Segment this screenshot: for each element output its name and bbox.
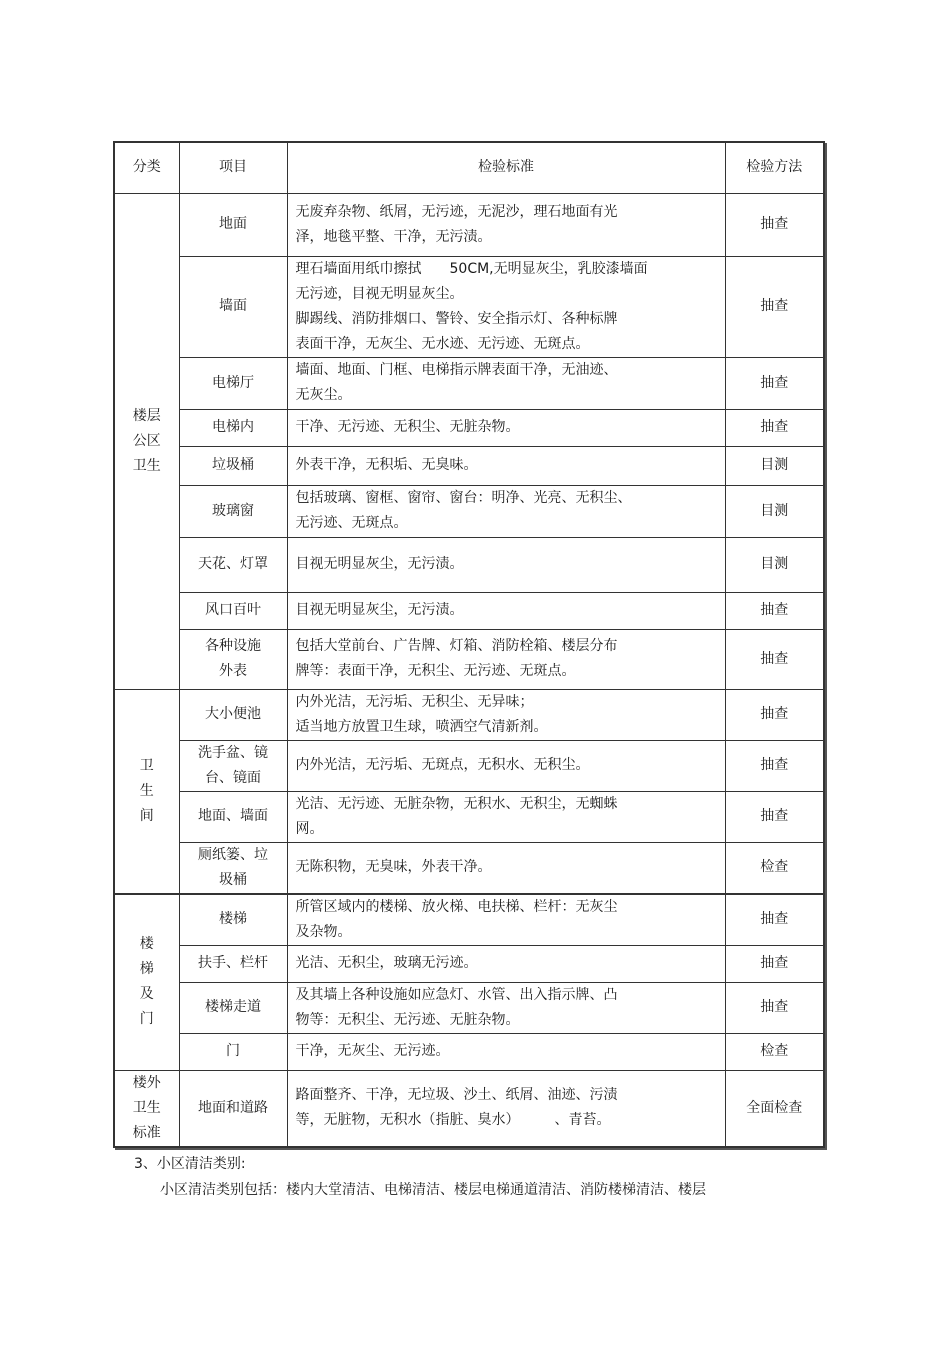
method-cell: 检查 [725,1033,824,1070]
standard-text-line: 表面干净，无灰尘、无水迹、无污迹、无斑点。 [295,335,590,352]
item-label-line: 风口百叶 [205,602,261,618]
inspection-standards-sheet [113,141,823,1148]
category-label-line: 楼外 [132,1074,161,1091]
table-row [114,689,824,740]
category-label-line: 间 [139,807,154,824]
standard-text-line: 干净、无污迹、无积尘、无脏杂物。 [295,419,520,435]
table-row [114,592,824,629]
standard-text-line: 光洁、无污迹、无脏杂物，无积水、无积尘，无蜘蛛 [295,795,618,812]
method-cell: 抽查 [725,256,824,357]
standard-text-line: 无陈积物，无臭味，外表干净。 [295,859,492,875]
standard-cell [287,357,725,409]
item-label-line: 墙面 [219,298,247,314]
standard-text-line: 目视无明显灰尘，无污渍。 [295,602,464,618]
method-cell: 目测 [725,485,824,537]
item-cell [179,193,287,256]
category-cell [114,894,179,1071]
standard-text-line: 及杂物。 [295,923,352,940]
item-cell [179,629,287,689]
item-cell [179,592,287,629]
standard-cell [287,537,725,592]
item-cell [179,446,287,485]
standard-cell [287,193,725,256]
item-label-line: 圾桶 [219,871,247,888]
item-label-line: 洗手盆、镜 [198,744,268,761]
standard-text-line: 目视无明显灰尘，无污渍。 [295,556,464,572]
method-cell: 抽查 [725,629,824,689]
category-label-line: 楼层 [132,407,161,424]
item-cell [179,256,287,357]
table-row [114,1033,824,1070]
item-cell [179,1070,287,1147]
table-row [114,842,824,894]
item-label-line: 玻璃窗 [212,502,254,519]
item-label-line: 各种设施 [205,638,261,654]
category-cell [114,193,179,689]
table-row [114,357,824,409]
standard-text-line: 无废弃杂物、纸屑，无污迹，无泥沙，理石地面有光 [295,203,618,220]
standard-text-line: 包括大堂前台、广告牌、灯箱、消防栓箱、楼层分布 [295,638,618,654]
header-method: 检验方法 [725,142,824,193]
standard-text-line: 脚踢线、消防排烟口、警铃、安全指示灯、各种标牌 [295,310,618,327]
item-label-line: 大小便池 [205,706,261,722]
standard-text-line: 墙面、地面、门框、电梯指示牌表面干净，无油迹、 [295,362,618,378]
category-label-line: 公区 [132,432,161,449]
table-row [114,945,824,982]
standard-text-line: 等，无脏物，无积水（指脏、臭水） 、青苔。 [295,1112,611,1129]
standard-text-line: 物等：无积尘、无污迹、无脏杂物。 [295,1011,520,1028]
item-label-line: 电梯厅 [212,374,254,391]
standard-text-line: 网。 [295,820,324,837]
item-cell [179,982,287,1033]
standard-text-line: 内外光洁，无污垢、无积尘、无异味； [295,693,534,710]
method-cell: 抽查 [725,357,824,409]
standard-cell [287,592,725,629]
table-row [114,485,824,537]
method-cell: 目测 [725,537,824,592]
item-cell [179,409,287,446]
item-label-line: 厕纸篓、垃 [198,846,268,863]
standard-text-line: 路面整齐、干净，无垃圾、沙土、纸屑、油迹、污渍 [295,1087,618,1104]
standard-text-line: 光洁、无积尘，玻璃无污迹。 [295,955,478,971]
header-category: 分类 [114,142,179,193]
item-cell [179,740,287,791]
method-cell: 抽查 [725,740,824,791]
item-cell [179,357,287,409]
standard-cell [287,842,725,894]
method-cell: 抽查 [725,689,824,740]
standard-text-line: 外表干净，无积垢、无臭味。 [295,457,478,473]
item-cell [179,537,287,592]
item-label-line: 天花、灯罩 [198,556,268,572]
item-label-line: 地面和道路 [198,1099,268,1116]
standard-text-line: 牌等：表面干净，无积尘、无污迹、无斑点。 [295,663,576,679]
header-item: 项目 [179,142,287,193]
standard-text-line: 无污迹、无斑点。 [295,515,408,531]
category-label-line: 卫生 [132,457,161,474]
standard-cell [287,689,725,740]
item-label-line: 地面、墙面 [198,808,268,824]
item-cell [179,842,287,894]
method-cell: 抽查 [725,409,824,446]
standard-text-line: 内外光洁，无污垢、无斑点，无积水、无积尘。 [295,757,590,773]
item-cell [179,894,287,946]
standard-cell [287,1070,725,1147]
item-label-line: 外表 [219,663,247,679]
standard-cell [287,409,725,446]
item-label-line: 电梯内 [212,419,254,435]
standard-text-line: 及其墙上各种设施如应急灯、水管、出入指示牌、凸 [295,986,618,1003]
method-cell: 抽查 [725,791,824,842]
category-label-line: 卫生 [132,1099,161,1116]
standard-cell [287,740,725,791]
item-cell [179,485,287,537]
category-label-line: 门 [139,1011,154,1027]
item-label-line: 楼梯走道 [205,999,261,1015]
category-label-line: 及 [139,986,154,1002]
standard-text-line: 泽，地毯平整、干净，无污渍。 [295,228,492,245]
category-label-line: 标准 [132,1124,161,1141]
item-cell [179,791,287,842]
item-label-line: 台、镜面 [205,769,261,786]
section-heading: 3、小区清洁类别: [134,1156,246,1172]
table-row [114,894,824,946]
category-label-line: 卫 [139,757,154,774]
section-text: 小区清洁类别包括：楼内大堂清洁、电梯清洁、楼层电梯通道清洁、消防楼梯清洁、楼层 [160,1182,706,1198]
category-label-line: 梯 [139,961,154,977]
standard-text-line: 所管区域内的楼梯、放火梯、电扶梯、栏杆：无灰尘 [295,898,618,915]
item-cell [179,1033,287,1070]
table-row [114,537,824,592]
standard-cell [287,894,725,946]
standard-cell [287,485,725,537]
item-label-line: 地面 [219,216,247,232]
table-row [114,629,824,689]
item-label-line: 扶手、栏杆 [198,955,268,971]
method-cell: 抽查 [725,982,824,1033]
table-row [114,193,824,256]
table-row [114,791,824,842]
method-cell: 抽查 [725,193,824,256]
item-cell [179,689,287,740]
standard-text-line: 无灰尘。 [295,387,352,403]
standard-cell [287,629,725,689]
table-row [114,982,824,1033]
item-label-line: 门 [226,1043,240,1059]
standard-text-line: 干净，无灰尘、无污迹。 [295,1043,450,1059]
method-cell: 全面检查 [725,1070,824,1147]
standard-cell [287,256,725,357]
standard-text-line: 无污迹，目视无明显灰尘。 [295,285,464,302]
standard-cell [287,791,725,842]
category-label-line: 生 [139,782,154,799]
table-row [114,256,824,357]
header-standard: 检验标准 [287,142,725,193]
table-row [114,740,824,791]
item-label-line: 垃圾桶 [212,457,254,473]
table-header-row [114,142,824,193]
standard-cell [287,982,725,1033]
method-cell: 目测 [725,446,824,485]
item-cell [179,945,287,982]
method-cell: 抽查 [725,945,824,982]
standard-text-line: 理石墙面用纸巾擦拭 50CM,无明显灰尘，乳胶漆墙面 [295,260,648,277]
standard-cell [287,1033,725,1070]
method-cell: 抽查 [725,894,824,946]
category-cell [114,1070,179,1147]
inspection-table [113,141,825,1148]
category-label-line: 楼 [139,936,154,952]
table-row [114,446,824,485]
standard-text-line: 适当地方放置卫生球，喷洒空气清新剂。 [295,718,548,735]
category-cell [114,689,179,894]
table-row [114,409,824,446]
standard-cell [287,945,725,982]
item-label-line: 楼梯 [219,911,247,927]
table-row [114,1070,824,1147]
standard-cell [287,446,725,485]
method-cell: 抽查 [725,592,824,629]
standard-text-line: 包括玻璃、窗框、窗帘、窗台：明净、光亮、无积尘、 [295,490,632,506]
method-cell: 检查 [725,842,824,894]
